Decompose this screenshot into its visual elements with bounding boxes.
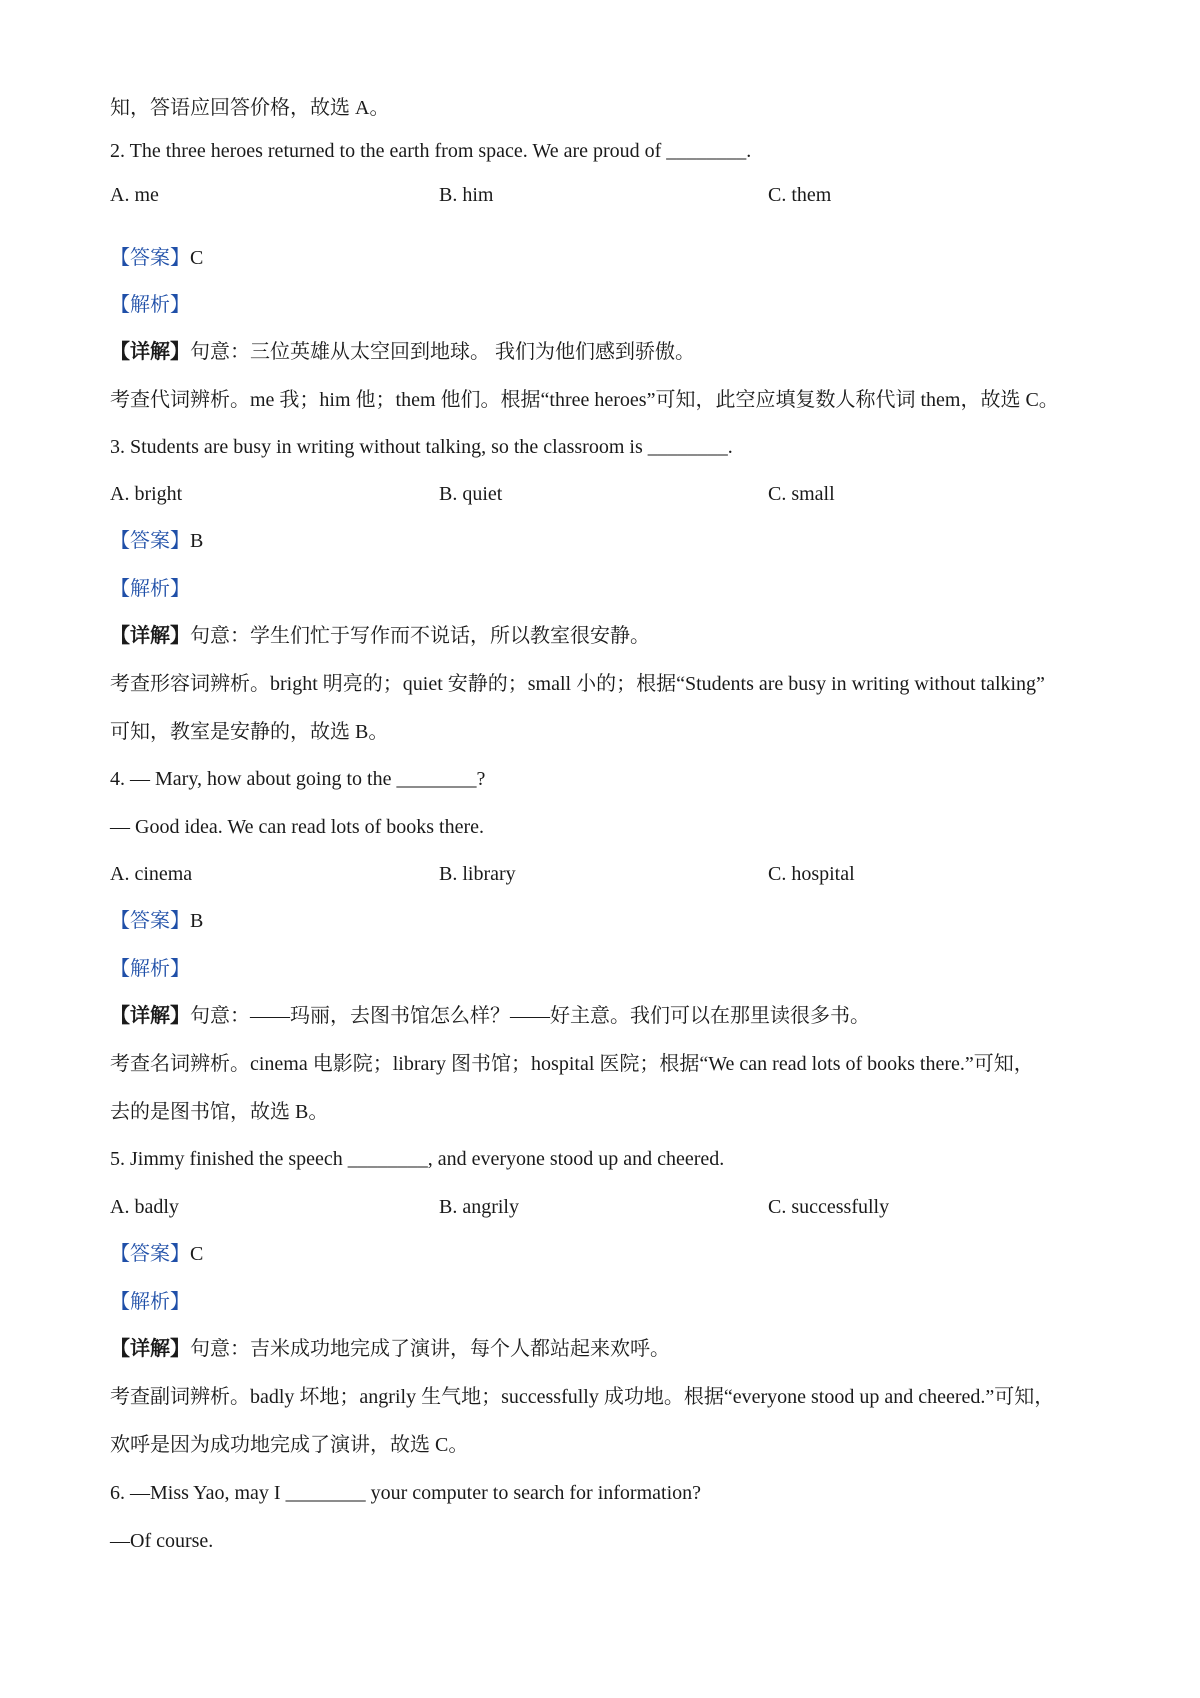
detail-tag: 【详解】 (110, 341, 190, 363)
question-3-option-b: B. quiet (439, 483, 503, 505)
question-3-answer (110, 527, 1110, 555)
answer-value: C (190, 247, 204, 269)
question-3-analysis-tag: 【解析】 (110, 578, 190, 600)
question-6-stem-reply: —Of course. (110, 1530, 214, 1552)
question-2-answer (110, 244, 1110, 272)
answer-tag: 【答案】 (110, 247, 190, 269)
question-4-option-c: C. hospital (768, 863, 855, 885)
question-5-option-b: B. angrily (439, 1196, 519, 1218)
question-2-option-c: C. them (768, 184, 832, 206)
question-4-option-a: A. cinema (110, 863, 193, 885)
question-3-explanation-line-1: 考查形容词辨析。bright 明亮的；quiet 安静的；small 小的；根据“Students are busy in writing without talking” (110, 673, 1045, 695)
question-4-detail (110, 1002, 1110, 1030)
question-5-analysis-tag: 【解析】 (110, 1291, 190, 1313)
answer-value: B (190, 910, 204, 932)
question-5-answer (110, 1240, 1110, 1268)
question-5-explanation-line-1: 考查副词辨析。badly 坏地；angrily 生气地；successfully 成功地。根据“everyone stood up and cheered.”可知， (110, 1386, 1055, 1408)
answer-value: C (190, 1243, 204, 1265)
question-6-stem: 6. —Miss Yao, may I ________ your computer to search for information? (110, 1482, 702, 1504)
answer-value: B (190, 530, 204, 552)
previous-explanation-tail: 知，答语应回答价格，故选 A。 (110, 97, 390, 119)
question-4-stem: 4. — Mary, how about going to the ________? (110, 768, 486, 790)
question-5-detail (110, 1335, 1110, 1363)
question-3-explanation-line-2: 可知，教室是安静的，故选 B。 (110, 721, 389, 743)
question-4-explanation-line-2: 去的是图书馆，故选 B。 (110, 1101, 329, 1123)
question-5-stem: 5. Jimmy finished the speech ________, and everyone stood up and cheered. (110, 1148, 725, 1170)
question-3-option-a: A. bright (110, 483, 183, 505)
detail-tag: 【详解】 (110, 1005, 190, 1027)
detail-text: 句意：三位英雄从太空回到地球。 我们为他们感到骄傲。 (190, 341, 695, 363)
question-4-explanation-line-1: 考查名词辨析。cinema 电影院；library 图书馆；hospital 医院；根据“We can read lots of books there.”可知， (110, 1053, 1034, 1075)
question-2-stem: 2. The three heroes returned to the earth from space. We are proud of ________. (110, 140, 752, 162)
detail-text: 句意：——玛丽，去图书馆怎么样？——好主意。我们可以在那里读很多书。 (190, 1005, 870, 1027)
question-5-explanation-line-2: 欢呼是因为成功地完成了演讲，故选 C。 (110, 1434, 469, 1456)
question-4-option-b: B. library (439, 863, 516, 885)
answer-tag: 【答案】 (110, 910, 190, 932)
question-5-option-a: A. badly (110, 1196, 179, 1218)
question-3-detail (110, 622, 1110, 650)
question-4-answer (110, 907, 1110, 935)
question-4-analysis-tag: 【解析】 (110, 958, 190, 980)
detail-text: 句意：学生们忙于写作而不说话，所以教室很安静。 (190, 625, 650, 647)
question-3-stem: 3. Students are busy in writing without talking, so the classroom is ________. (110, 436, 733, 458)
answer-tag: 【答案】 (110, 1243, 190, 1265)
detail-tag: 【详解】 (110, 1338, 190, 1360)
question-2-explanation-line-1: 考查代词辨析。me 我；him 他；them 他们。根据“three heroes”可知，此空应填复数人称代词 them，故选 C。 (110, 389, 1059, 411)
question-2-detail (110, 338, 1110, 366)
answer-tag: 【答案】 (110, 530, 190, 552)
question-2-analysis-tag: 【解析】 (110, 294, 190, 316)
question-2-option-a: A. me (110, 184, 159, 206)
question-4-stem-reply: — Good idea. We can read lots of books there. (110, 816, 485, 838)
question-2-option-b: B. him (439, 184, 494, 206)
question-5-option-c: C. successfully (768, 1196, 890, 1218)
detail-tag: 【详解】 (110, 625, 190, 647)
detail-text: 句意：吉米成功地完成了演讲，每个人都站起来欢呼。 (190, 1338, 670, 1360)
question-3-option-c: C. small (768, 483, 835, 505)
